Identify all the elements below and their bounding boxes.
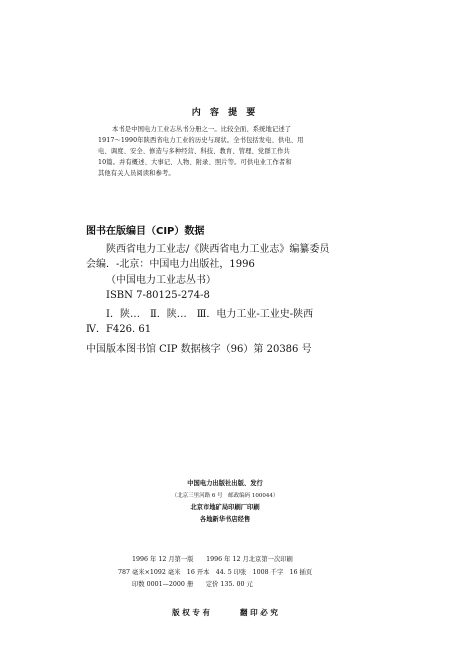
cip-data-number: 中国版本图书馆 CIP 数据核字（96）第 20386 号 [86, 344, 312, 355]
cip-isbn: ISBN 7-80125-274-8 [106, 289, 210, 301]
print-run-line: 印数 0001—2000 册 定价 135. 00 元 [132, 581, 253, 589]
format-line: 787 毫米×1092 毫米 16 开本 44. 5 印张 1008 千字 16 插页 [118, 568, 313, 576]
print-info [118, 554, 312, 592]
summary-line: 10篇。并有概述、大事记、人物、附录、照片等。可供电业工作者和 [98, 159, 292, 166]
summary-heading: 内 容 提 要 [191, 108, 259, 118]
cip-series: （中国电力工业志丛书） [106, 274, 216, 286]
copyright-no-reprint: 翻 印 必 究 [240, 608, 278, 617]
publisher-line: 中国电力出版社出版、发行 [187, 480, 263, 487]
summary-text [98, 124, 360, 179]
cip-subjects: Ⅰ．陕… Ⅱ．陕… Ⅲ．电力工业-工业史-陕西 [106, 309, 314, 321]
cip-entry-line: 会编．-北京：中国电力出版社，1996 [86, 259, 255, 271]
publisher-address: （北京三里河路 6 号 邮政编码 100044） [171, 493, 279, 499]
copyright-reserved: 版 权 专 有 [172, 608, 210, 617]
summary-line: 本书是中国电力工业志丛书分册之一。比较全面、系统地记述了 [112, 126, 292, 133]
summary-line: 其他有关人员阅读和参考。 [98, 170, 175, 177]
cip-entry-line: 陕西省电力工业志/《陕西省电力工业志》编纂委员 [106, 244, 330, 255]
summary-line: 1917～1990年陕西省电力工业的历史与现状。全书包括发电、供电、用 [98, 137, 304, 144]
cip-title: 图书在版编目（CIP）数据 [86, 226, 205, 237]
copyright-notice [0, 607, 450, 618]
summary-line: 电、调度、安全、修造与多种经营、科技、教育、管理、党群工作共 [98, 148, 290, 155]
cip-classification: Ⅳ．F426. 61 [86, 324, 152, 336]
printer-line: 北京市地矿局印刷厂印刷 [190, 504, 260, 511]
cip-record [86, 242, 386, 338]
edition-line: 1996 年 12 月第一版 1996 年 12 月北京第一次印刷 [132, 556, 293, 563]
colophon [0, 478, 450, 526]
distributor-line: 各地新华书店经售 [199, 516, 251, 523]
